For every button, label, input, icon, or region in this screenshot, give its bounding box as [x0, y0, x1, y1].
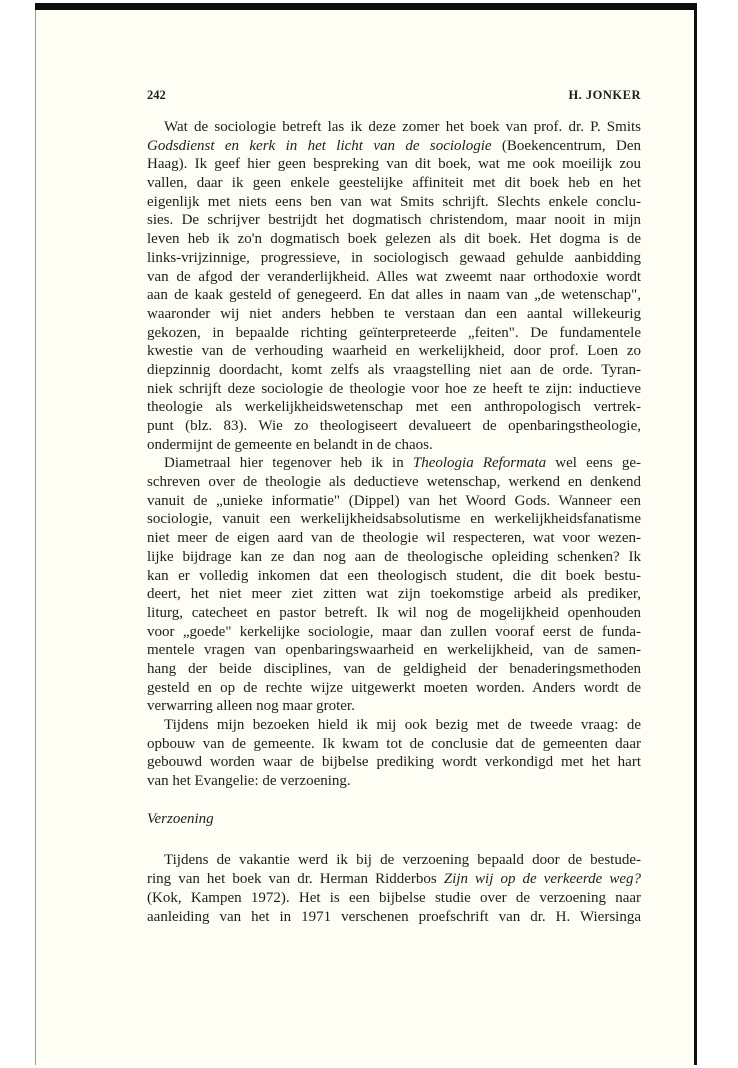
text-line — [147, 660, 641, 679]
text-line — [147, 305, 641, 324]
line-text: gebouwd worden waar de bijbelse prediking wordt verkondigd met het hart — [147, 754, 641, 771]
text-line — [147, 772, 641, 791]
italic-title: Zijn wij op de verkeerde weg? — [443, 871, 641, 887]
line-text: lijke bijdrage kan ze dan nog aan de theologische opleiding schenken? Ik — [147, 548, 641, 565]
line-text: schreven over de theologie als deductieve wetenschap, werkend en denkend — [147, 474, 641, 491]
line-text: ring van het boek van dr. Herman Ridderbos — [147, 871, 444, 887]
text-line — [147, 268, 641, 287]
line-text: aan de kaak gesteld of genegeerd. En dat alles in naam van „de wetenschap", — [147, 287, 641, 304]
text-line — [147, 548, 641, 567]
text-line — [147, 851, 641, 870]
text-line — [147, 529, 641, 548]
running-author: H. JONKER — [568, 88, 641, 102]
section-body-text — [147, 851, 641, 927]
line-text: leven heb ik zo'n dogmatisch boek gelezen als dit boek. Het dogma is de — [147, 231, 641, 248]
text-line — [147, 585, 641, 604]
line-text: deert, het niet meer ziet zitten wat zijn toekomstige arbeid als prediker, — [147, 586, 641, 603]
line-text: gesteld en op de rechte wijze uitgewerkt moeten worden. Anders wordt de — [147, 679, 641, 696]
line-text: Tijdens mijn bezoeken hield ik mij ook bezig met de tweede vraag: de — [164, 717, 641, 733]
text-line — [147, 492, 641, 511]
line-text: (Boekencentrum, Den — [491, 137, 642, 154]
section-heading: Verzoening — [147, 811, 214, 827]
line-text: diepzinnig doordacht, komt zelfs als vraagstelling niet aan de orde. Tyran- — [147, 361, 641, 378]
line-text: opbouw van de gemeente. Ik kwam tot de conclusie dat de gemeenten daar — [147, 735, 641, 752]
line-text: gekozen, in bepaalde richting geïnterpreteerde „feiten". De fundamentele — [147, 324, 641, 341]
text-line — [147, 604, 641, 623]
text-line — [147, 641, 641, 660]
line-text: voor „goede" kerkelijke sociologie, maar dan zullen vooraf eerst de funda- — [147, 623, 641, 640]
line-text: theologie als werkelijkheidswetenschap met een anthropologisch vertrek- — [147, 399, 641, 416]
text-line — [147, 697, 641, 716]
line-text: sies. De schrijver bestrijdt het dogmatisch christendom, maar nooit in mijn — [147, 212, 641, 229]
line-text: punt (blz. 83). Wie zo theologiseert devalueert de openbaringstheologie, — [147, 418, 641, 434]
line-text: vallen, daar ik geen enkele geestelijke affiniteit met dit boek heb en het — [147, 175, 641, 192]
line-text: kwestie van de verhouding waarheid en werkelijkheid, door prof. Loen zo — [147, 343, 641, 360]
line-text: Tijdens de vakantie werd ik bij de verzoening bepaald door de bestude- — [164, 852, 641, 868]
text-line — [147, 753, 641, 772]
line-text: niek schrijft deze sociologie de theologie voor hoe ze heeft te zijn: inductieve — [147, 380, 641, 397]
line-text: sociologie, vanuit een werkelijkheidsabsolutisme en werkelijkheidsfanatisme — [147, 511, 641, 528]
line-text: niet meer de eigen aard van de theologie wil respecteren, wat voor wezen- — [147, 530, 641, 547]
text-line — [147, 454, 641, 473]
text-line — [147, 174, 641, 193]
text-line — [147, 137, 641, 156]
line-text: ondermijnt de gemeente en belandt in de chaos. — [147, 436, 433, 453]
text-line — [147, 211, 641, 230]
text-line — [147, 417, 641, 436]
text-line — [147, 870, 641, 889]
text-line — [147, 510, 641, 529]
line-text: verwarring alleen nog maar groter. — [147, 698, 355, 715]
line-text: Wat de sociologie betreft las ik deze zomer het boek van prof. dr. P. Smits — [164, 119, 641, 135]
text-line — [147, 398, 641, 417]
body-text — [147, 118, 641, 791]
page-number: 242 — [147, 88, 166, 102]
text-line — [147, 193, 641, 212]
italic-title: Theologia Reformata — [412, 455, 547, 472]
text-line — [147, 230, 641, 249]
line-text: waaronder wij niet anders hebben te verstaan dan een aantal willekeurig — [147, 305, 641, 322]
text-line — [147, 342, 641, 361]
text-line — [147, 324, 641, 343]
text-line — [147, 155, 641, 174]
page-top-border — [35, 3, 697, 10]
line-text: van het Evangelie: de verzoening. — [147, 773, 351, 790]
text-line — [147, 380, 641, 399]
text-line — [147, 679, 641, 698]
line-text: Diametraal hier tegenover heb ik in — [164, 455, 413, 472]
text-line — [147, 473, 641, 492]
line-text: wel eens ge- — [546, 455, 642, 472]
line-text: Haag). Ik geef hier geen bespreking van dit boek, wat me ook moeilijk zou — [147, 156, 641, 173]
line-text: eigenlijk met niets eens ben van wat Smits schrijft. Slechts enkele conclu- — [147, 193, 641, 210]
running-header — [147, 88, 641, 106]
line-text: kan er volledig inkomen dat een theologisch student, die dit boek bestu- — [147, 567, 641, 584]
line-text: van de afgod der veranderlijkheid. Alles wat zweemt naar orthodoxie wordt — [147, 268, 641, 285]
text-line — [147, 361, 641, 380]
text-line — [147, 567, 641, 586]
line-text: vanuit de „unieke informatie" (Dippel) van het Woord Gods. Wanneer een — [147, 492, 641, 509]
text-line — [147, 908, 641, 927]
text-line — [147, 889, 641, 908]
line-text: aanleiding van het in 1971 verschenen proefschrift van dr. H. Wiersinga — [147, 909, 641, 925]
line-text: hang der beide disciplines, van de geldigheid der benaderingsmethoden — [147, 660, 641, 677]
text-line — [147, 436, 641, 455]
line-text: mentele vragen van openbaringswaarheid en werkelijkheid, van de samen- — [147, 642, 641, 659]
italic-title: Godsdienst en kerk in het licht van de sociologie — [147, 137, 492, 154]
line-text: liturg, catecheet en pastor betreft. Ik wil nog de mogelijkheid openhouden — [147, 604, 641, 621]
text-line — [147, 623, 641, 642]
text-line — [147, 716, 641, 735]
line-text: links-vrijzinnige, progressieve, in sociologisch gewaad gehulde aanbidding — [147, 249, 641, 266]
text-line — [147, 286, 641, 305]
text-line — [147, 735, 641, 754]
text-line — [147, 118, 641, 137]
line-text: (Kok, Kampen 1972). Het is een bijbelse studie over de verzoening naar — [147, 890, 641, 906]
text-line — [147, 249, 641, 268]
